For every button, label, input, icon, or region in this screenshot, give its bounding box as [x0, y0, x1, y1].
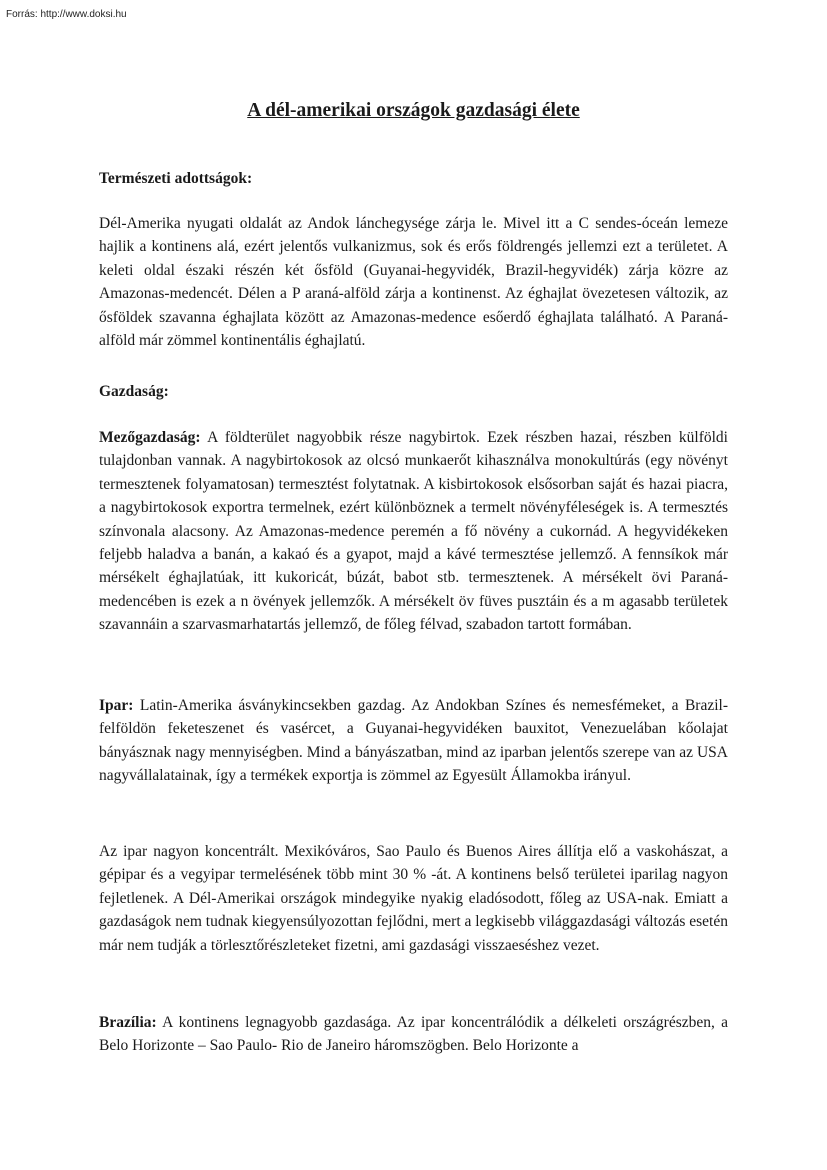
paragraph-natural: Dél-Amerika nyugati oldalát az Andok lánchegysége zárja le. Mivel itt a C sendes-óceán lemeze hajlik a kontinens alá, ezért jelentős vulkanizmus, sok és erős földrengés jellemzi ezt a területet. A keleti oldal északi részén két ősföld (Guyanai-hegyvidék, Brazil-hegyvidék) zárja közre az Amazonas-medencét. Délen a P araná-alföld zárja a kontinenst. Az éghajlat övezetesen változik, az ősföldek szavanna éghajlata között az Amazonas-medence esőerdő éghajlata található. A Paraná-alföld már zömmel kontinentális éghajlatú. — [99, 215, 728, 350]
agriculture-text: A földterület nagyobbik része nagybirtok. Ezek részben hazai, részben külföldi tulajdonban vannak. A nagybirtokosok az olcsó munkaerőt kihasználva monokultúrás (egy növényt termesztenek folyamatosan) termesztést folytatnak. A kisbirtokosok elsősorban saját és hazai piacra, a nagybirtokosok exportra termelnek, ezért különböznek a termelt növényféleségek is. A termesztés színvonala alacsony. Az Amazonas-medence peremén a fő növény a cukornád. A hegyvidékeken feljebb haladva a banán, a kakaó és a gyapot, majd a kávé termesztése jellemző. A fennsíkok már mérsékelt éghajlatúak, itt kukoricát, búzát, babot stb. termesztenek. A mérsékelt övi Paraná-medencében is ezek a n övények jellemzők. A mérsékelt öv füves pusztáin és a m agasabb területek szavannáin a szarvasmarhatartás jellemző, de főleg félvad, szabadon tartott formában. — [99, 429, 728, 634]
agriculture-label: Mezőgazdaság: — [99, 429, 201, 446]
page-title: A dél-amerikai országok gazdasági élete — [247, 100, 580, 121]
source-note: Forrás: http://www.doksi.hu — [6, 9, 127, 20]
paragraph-industry — [99, 694, 728, 788]
industry-text: Latin-Amerika ásványkincsekben gazdag. Az Andokban Színes és nemesfémeket, a Brazil-felföldön feketeszenet és vasércet, a Guyanai-hegyvidéken bauxitot, Venezuelában kőolajat bányásznak nagy mennyiségben. Mind a bányászatban, mind az iparban jelentős szerepe van az USA nagyvállalatainak, így a termékek exportja is zömmel az Egyesült Államokba irányul. — [99, 697, 728, 785]
paragraph-agriculture — [99, 426, 728, 637]
section-heading-economy: Gazdaság: — [99, 383, 169, 400]
paragraph-brazil — [99, 1011, 728, 1058]
paragraph-industry-2: Az ipar nagyon koncentrált. Mexikóváros, Sao Paulo és Buenos Aires állítja elő a vaskohászat, a gépipar és a vegyipar termelésének több mint 30 % -át. A kontinens belső területei iparilag nagyon fejletlenek. A Dél-Amerikai országok mindegyike nyakig eladósodott, főleg az USA-nak. Emiatt a gazdaságok nem tudnak kiegyensúlyozottan fejlődni, mert a legkisebb világgazdasági változás esetén már nem tudják a törlesztőrészleteket fizetni, ami gazdasági visszaeséshez vezet. — [99, 843, 728, 954]
brazil-text: A kontinens legnagyobb gazdasága. Az ipar koncentrálódik a délkeleti országrészben, a Belo Horizonte – Sao Paulo- Rio de Janeiro háromszögben. Belo Horizonte a — [99, 1014, 728, 1055]
industry-label: Ipar: — [99, 697, 134, 714]
brazil-label: Brazília: — [99, 1014, 157, 1031]
section-heading-natural: Természeti adottságok: — [99, 170, 253, 187]
